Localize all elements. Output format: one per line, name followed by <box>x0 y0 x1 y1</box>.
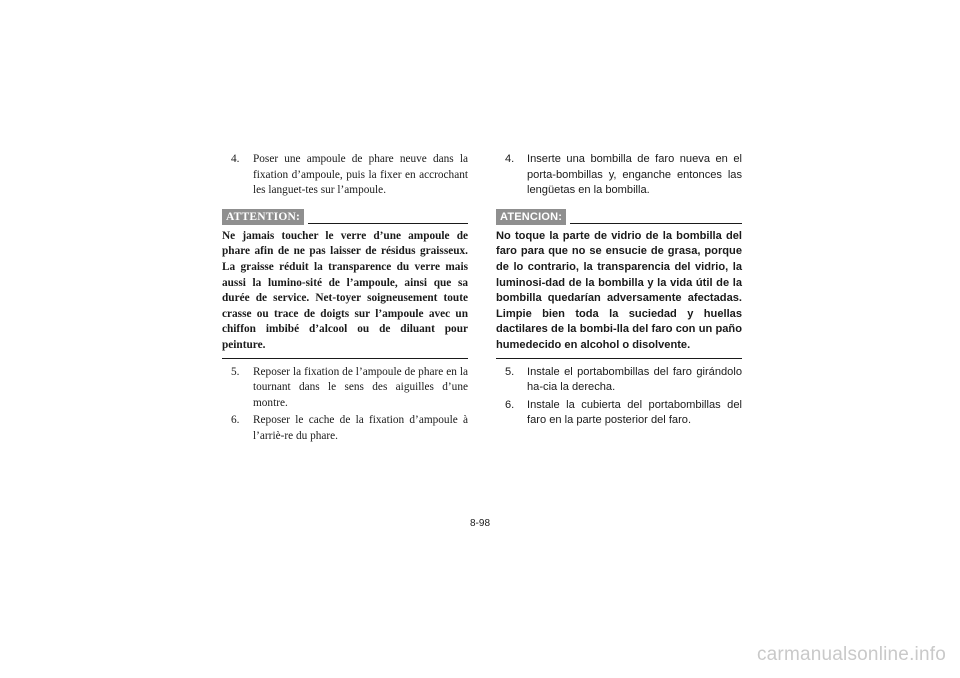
es-step-6 <box>496 398 742 429</box>
fr-step-4 <box>222 152 468 199</box>
page-number: 8-98 <box>470 518 491 529</box>
es-steps-after <box>496 365 742 429</box>
es-attention-rule <box>570 223 742 224</box>
es-attention-body: No toque la parte de vidrio de la bombilla del faro para que no se ensucie de grasa, porque de lo contrario, la transparencia del vidrio, la luminosi-dad de la bombilla y la vida útil de la bombilla quedarían adversamente afectadas. Limpie bien toda la suciedad y huellas dactilares de la bombi-lla del faro con un paño humedecido en alcohol o disolvente. <box>496 229 742 359</box>
spanish-column <box>496 152 742 431</box>
fr-attention-body: Ne jamais toucher le verre d’une ampoule de phare afin de ne pas laisser de résidus graisseux. La graisse réduit la transparence du verre mais aussi la lumino-sité de l’ampoule, ainsi que sa durée de service. Net-toyer soigneusement toute crasse ou trace de doigts sur l’ampoule avec un chiffon imbibé d’alcool ou de diluant pour peinture. <box>222 229 468 359</box>
es-step-4 <box>496 152 742 199</box>
fr-attention-label: ATTENTION: <box>222 209 304 225</box>
fr-step-6 <box>222 413 468 444</box>
es-step-4-number: 4. <box>505 153 515 165</box>
es-step-5-number: 5. <box>505 365 515 378</box>
fr-step-5-text: Reposer la fixation de l’ampoule de phare en la tournant dans le sens des aiguilles d’une montre. <box>253 365 468 409</box>
fr-step-6-text: Reposer le cache de la fixation d’ampoule à l’arriè-re du phare. <box>253 414 468 442</box>
fr-attention-header <box>222 209 468 225</box>
es-step-6-text: Instale la cubierta del portabombillas del faro en la parte posterior del faro. <box>527 398 742 427</box>
french-column <box>222 152 468 447</box>
fr-step-4-number: 4. <box>231 153 240 165</box>
fr-step-5-number: 5. <box>231 365 240 378</box>
fr-attention-block <box>222 209 468 359</box>
es-step-4-text: Inserte una bombilla de faro nueva en el porta-bombillas y, enganche entonces las lengüetas en la bombilla. <box>527 153 742 197</box>
fr-step-6-number: 6. <box>231 414 240 427</box>
es-attention-label: ATENCION: <box>496 209 566 225</box>
es-step-5-text: Instale el portabombillas del faro girándolo ha-cia la derecha. <box>527 365 742 394</box>
fr-steps-after <box>222 365 468 445</box>
es-step-5 <box>496 365 742 396</box>
es-step-6-number: 6. <box>505 398 515 411</box>
fr-step-4-text: Poser une ampoule de phare neuve dans la fixation d’ampoule, puis la fixer en accrochant les languet-tes sur l’ampoule. <box>253 153 468 197</box>
es-attention-header <box>496 209 742 225</box>
es-attention-block <box>496 209 742 359</box>
fr-step-5 <box>222 365 468 412</box>
fr-attention-rule <box>308 223 468 224</box>
watermark: carmanualsonline.info <box>756 644 946 665</box>
